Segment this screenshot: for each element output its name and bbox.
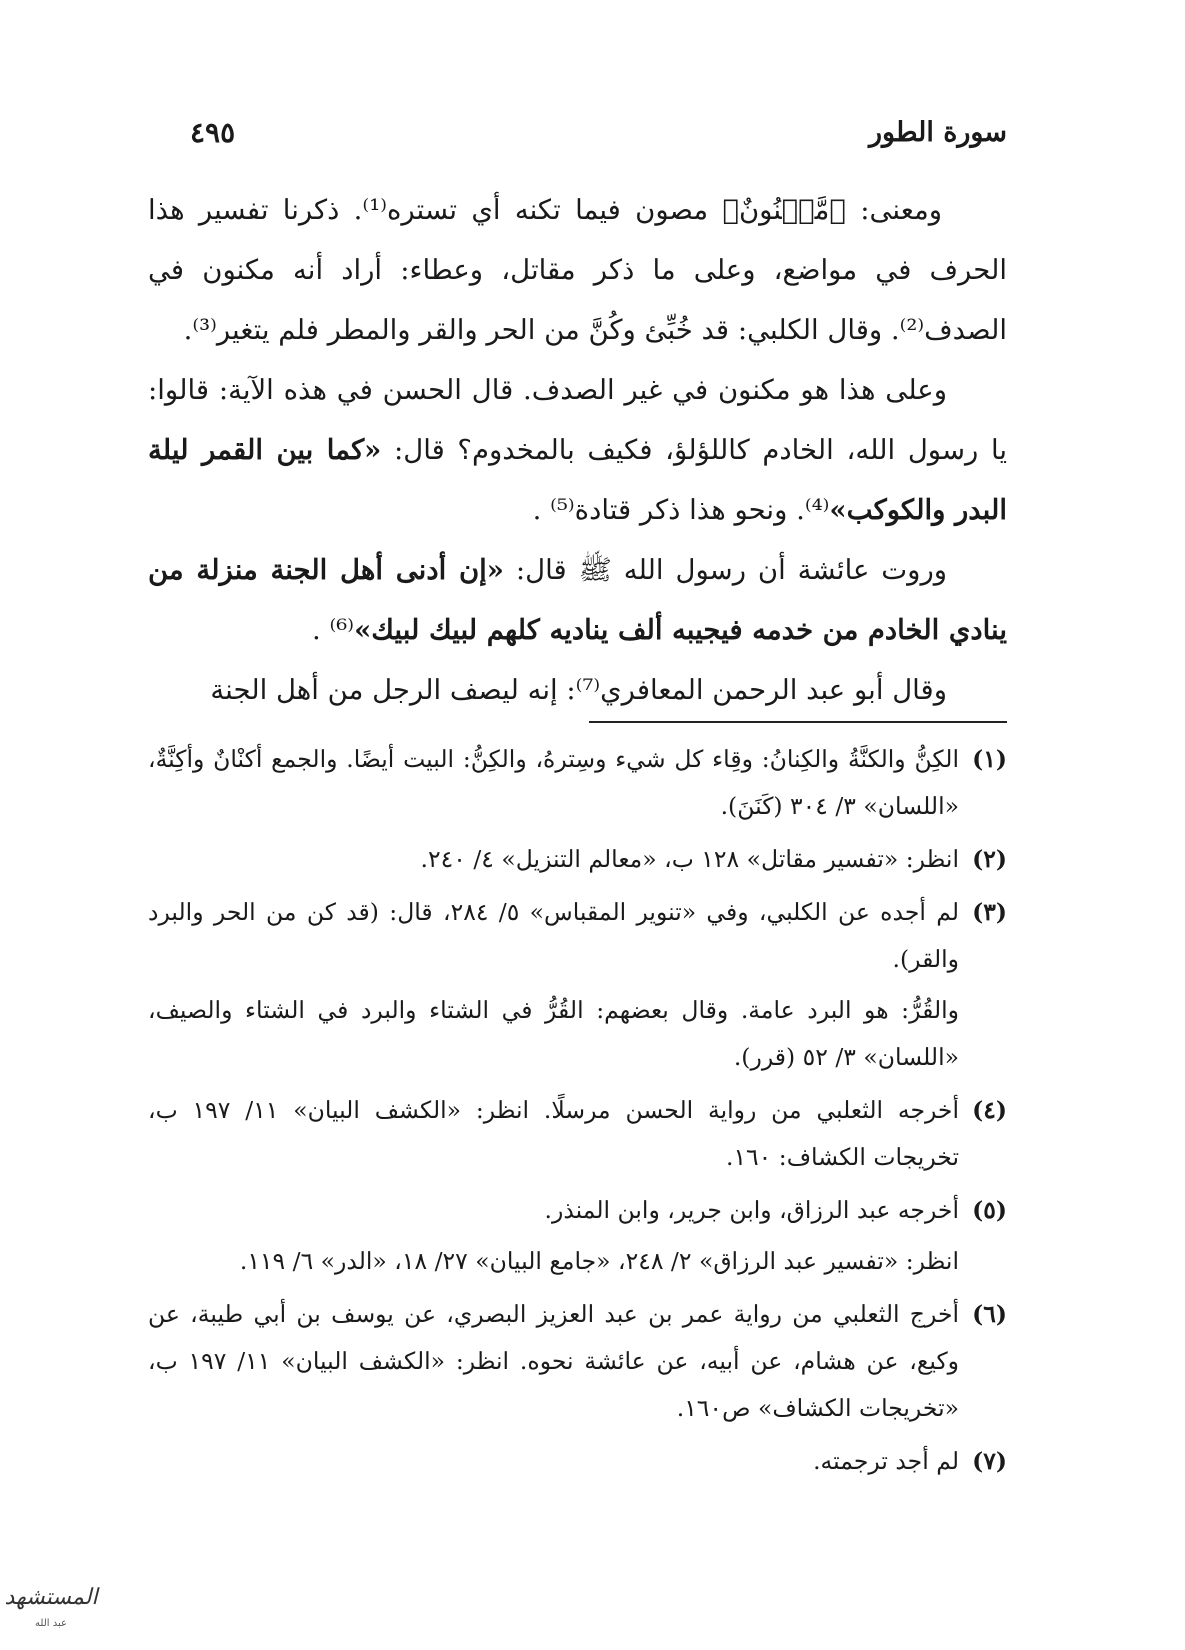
footnote-line: أخرجه عبد الرزاق، وابن جرير، وابن المنذر.: [544, 1196, 959, 1224]
surah-title: سورة الطور: [868, 116, 1007, 148]
footnote-number: (١): [972, 745, 1007, 773]
page-header: [190, 112, 1007, 152]
footnote-line: لم أجده عن الكلبي، وفي «تنوير المقباس» ٥/ ٢٨٤، قال: (قد كن من الحر والبرد والقر).: [148, 898, 960, 973]
footnote: [148, 889, 1007, 1081]
footnote-number: (٣): [972, 898, 1007, 926]
paragraph-2-text: وعلى هذا هو مكنون في غير الصدف. قال الحسن في هذه الآية: قالوا: يا رسول الله، الخادم كاللؤلؤ، فكيف بالمخدوم؟ قال:: [148, 374, 1007, 466]
footnote-number: (٦): [972, 1300, 1007, 1328]
paragraph-3-text: وروت عائشة أن رسول الله ﷺ قال:: [503, 554, 948, 586]
logo-text: المستشهد: [4, 1585, 98, 1610]
footnote-text: [148, 1087, 959, 1181]
publisher-logo: [4, 1560, 98, 1635]
footnote: [148, 1438, 1007, 1485]
hadith-quote-1: «كما بين القمر ليلة البدر والكوكب»: [148, 434, 1007, 526]
footnote-text: [148, 1438, 959, 1485]
footnote: [148, 836, 1007, 883]
footnote-divider: [0, 721, 1185, 723]
footnote-text: [148, 889, 959, 1081]
logo-subtext: عبد الله: [35, 1618, 67, 1629]
paragraph-2: [148, 360, 1007, 540]
hadith-quote-2: «إن أدنى أهل الجنة منزلة من ينادي الخادم من خدمه فيجيبه ألف يناديه كلهم لبيك لبيك»: [148, 554, 1007, 646]
footnote-line: أخرجه الثعلبي من رواية الحسن مرسلًا. انظر: «الكشف البيان» ١١/ ١٩٧ ب، تخريجات الكشاف: ١٦٠.: [148, 1096, 959, 1171]
footnote-number: (٢): [972, 845, 1007, 873]
paragraph-3-end: ⁽⁶⁾ .: [312, 614, 355, 646]
footnote-line: انظر: «تفسير عبد الرزاق» ٢/ ٢٤٨، «جامع البيان» ٢٧/ ١٨، «الدر» ٦/ ١١٩.: [239, 1247, 959, 1275]
paragraph-1: ومعنى: ﴿مَّكۡنُونٌ﴾ مصون فيما تكنه أي تستره⁽¹⁾. ذكرنا تفسير هذا الحرف في مواضع، وعلى ما ذكر مقاتل، وعطاء: أراد أنه مكنون في الصدف⁽²⁾. وقال الكلبي: قد خُبِّئ وكُنَّ من الحر والقر والمطر فلم يتغير⁽³⁾.: [148, 194, 1007, 346]
footnote-text: [148, 1187, 959, 1285]
footnote-line: الكِنُّ والكنَّةُ والكِنانُ: وقِاء كل شيء وسِترهُ، والكِنُّ: البيت أيضًا. والجمع أكنْانٌ وأكِنَّةٌ، «اللسان» ٣/ ٣٠٤ (كَنَنَ).: [148, 745, 959, 820]
footnote-number: (٤): [972, 1096, 1007, 1124]
paragraph-3: [148, 540, 1007, 660]
page-number: ٤٩٥: [190, 115, 236, 149]
footnote-text: [148, 836, 959, 883]
main-text: [148, 180, 1007, 720]
paragraph-2-end: ⁽⁴⁾. ونحو هذا ذكر قتادة⁽⁵⁾ .: [532, 494, 830, 526]
footnote-text: [148, 1291, 959, 1432]
footnote: [148, 736, 1007, 830]
footnote-line: أخرج الثعلبي من رواية عمر بن عبد العزيز البصري، عن يوسف بن أبي طيبة، عن وكيع، عن هشام، عن أبيه، عن عائشة نحوه. انظر: «الكشف البيان» ١١/ ١٩٧ ب، «تخريجات الكشاف» ص١٦٠.: [148, 1300, 959, 1422]
footnote: [148, 1087, 1007, 1181]
footnote-text: [148, 736, 959, 830]
footnote: [148, 1187, 1007, 1285]
footnote-number: (٥): [972, 1196, 1007, 1224]
paragraph-4: وقال أبو عبد الرحمن المعافري⁽⁷⁾: إنه ليصف الرجل من أهل الجنة: [210, 674, 947, 706]
footnote-line: لم أجد ترجمته.: [813, 1447, 959, 1475]
footnotes: [148, 736, 1007, 1491]
footnote-number: (٧): [972, 1447, 1007, 1475]
footnote-line: انظر: «تفسير مقاتل» ١٢٨ ب، «معالم التنزيل» ٤/ ٢٤٠.: [420, 845, 959, 873]
footnote: [148, 1291, 1007, 1432]
footnote-line: والقُرُّ: هو البرد عامة. وقال بعضهم: القُرُّ في الشتاء والبرد في الشتاء والصيف، «اللسان» ٣/ ٥٢ (قرر).: [148, 996, 959, 1071]
